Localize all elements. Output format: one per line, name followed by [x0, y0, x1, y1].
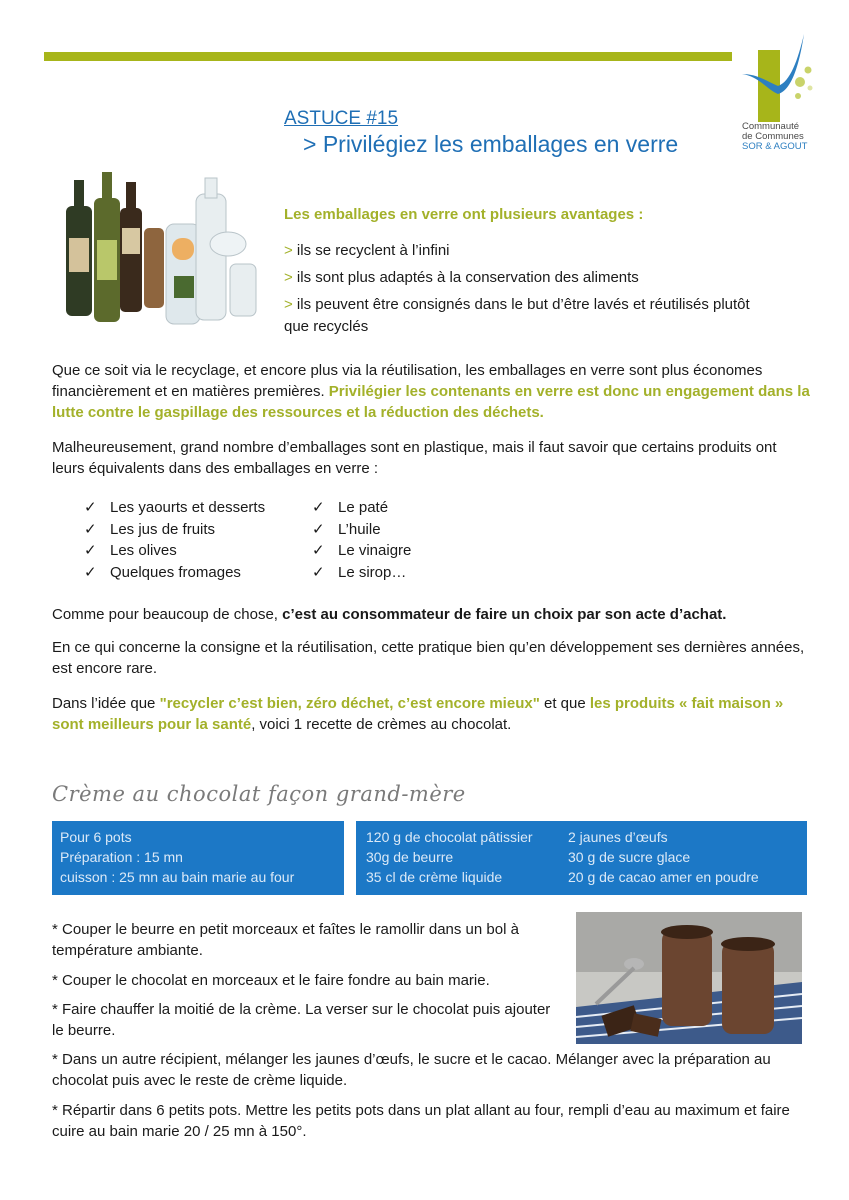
recipe-title: Crème au chocolat façon grand-mère: [52, 782, 466, 806]
check-icon: ✓: [84, 520, 97, 538]
logo-text: [742, 122, 807, 152]
recipe-ingredients-box: [356, 821, 807, 895]
chocolate-pots-icon: [576, 912, 802, 1044]
list-item-text: Les jus de fruits: [110, 520, 216, 538]
ingredients-column-2: [568, 827, 759, 887]
list-item: [84, 497, 265, 519]
paragraph-consumer: [52, 604, 812, 625]
recipe-cook-time: cuisson : 25 mn au bain marie au four: [60, 869, 295, 885]
community-logo: [738, 30, 818, 160]
paragraph-plastic: Malheureusement, grand nombre d’emballages sont en plastique, mais il faut savoir que certains produits ont leurs équivalents dans des emballages en verre :: [52, 439, 777, 477]
item-marker: >: [284, 296, 293, 313]
check-icon: ✓: [312, 542, 325, 559]
ingredient: 120 g de chocolat pâtissier: [366, 829, 533, 845]
list-item-text: Le vinaigre: [338, 542, 412, 559]
recipe-step-3: * Faire chauffer la moitié de la crème. La verser sur le chocolat puis ajouter le beurre.: [52, 1001, 551, 1039]
paragraph-recycling: [52, 360, 812, 423]
tip-number-title: ASTUCE #15: [284, 108, 399, 129]
list-item-text: Quelques fromages: [110, 563, 241, 581]
advantage-item-2: [284, 267, 639, 289]
advantage-item-1: [284, 240, 450, 262]
logo-emblem-icon: [738, 30, 818, 122]
ingredient: 20 g de cacao amer en poudre: [568, 869, 759, 885]
paragraph-highlight: Privilégier les contenants en verre est donc un engagement dans la lutte contre le gaspillage des ressources et la réduction des déchets.: [52, 383, 810, 421]
item-marker: >: [284, 242, 293, 259]
header-rule: [44, 52, 732, 61]
check-icon: ✓: [84, 542, 97, 559]
logo-line-2: de Communes: [742, 131, 804, 142]
item-marker: >: [284, 269, 293, 286]
glass-bottles-image: [60, 168, 270, 333]
paragraph-recipe-intro: [52, 693, 812, 735]
advantage-item-3: [284, 294, 750, 316]
paragraph-deposit: En ce qui concerne la consigne et la réutilisation, cette pratique bien qu’en développement ses dernières années, est encore rare.: [52, 639, 805, 677]
advantages-heading: Les emballages en verre ont plusieurs avantages :: [284, 206, 644, 223]
list-item: [84, 562, 265, 584]
paragraph-highlight: les produits « fait maison » sont meilleurs pour la santé: [52, 695, 784, 733]
paragraph-text: et que: [539, 695, 590, 712]
paragraph-text: Que ce soit via le recyclage, et encore plus via la réutilisation, les emballages en verre sont plus économes financièrement et en matières premières.: [52, 362, 763, 400]
paragraph-text: Comme pour beaucoup de chose,: [52, 606, 283, 623]
list-item-text: Le sirop…: [338, 563, 407, 581]
advantage-item-3-continued: que recyclés: [284, 318, 369, 335]
check-icon: ✓: [84, 563, 97, 581]
checklist-left: [84, 497, 265, 583]
recipe-step-2: * Couper le chocolat en morceaux et le faire fondre au bain marie.: [52, 972, 490, 989]
advantage-text: ils se recyclent à l’infini: [292, 242, 450, 259]
list-item-text: Les yaourts et desserts: [110, 499, 266, 516]
list-item: [84, 519, 265, 541]
paragraph-bold: c’est au consommateur de faire un choix par son acte d’achat.: [282, 606, 727, 623]
ingredient: 35 cl de crème liquide: [366, 869, 503, 885]
list-item: [312, 497, 411, 519]
paragraph-quote: "recycler c’est bien, zéro déchet, c’est encore mieux": [159, 695, 540, 712]
recipe-step-1: * Couper le beurre en petit morceaux et faîtes le ramollir dans un bol à température ambiante.: [52, 921, 519, 959]
ingredient: 30g de beurre: [366, 849, 454, 865]
logo-line-1: Communauté: [742, 121, 800, 132]
tip-title: > Privilégiez les emballages en verre: [303, 131, 679, 157]
paragraph-text: Dans l’idée que: [52, 695, 160, 712]
ingredients-column-1: [366, 827, 533, 887]
check-icon: ✓: [312, 520, 325, 538]
list-item: [312, 519, 411, 541]
recipe-servings: Pour 6 pots: [60, 829, 132, 845]
list-item-text: Les olives: [110, 542, 177, 559]
ingredient: 30 g de sucre glace: [568, 849, 691, 865]
check-icon: ✓: [312, 499, 325, 516]
list-item-text: L’huile: [338, 520, 381, 538]
chocolate-cream-image: [576, 912, 802, 1044]
list-item-text: Le paté: [338, 499, 389, 516]
list-item: [84, 540, 265, 562]
ingredient: 2 jaunes d’œufs: [568, 829, 668, 845]
check-icon: ✓: [312, 563, 325, 581]
recipe-step-5: * Répartir dans 6 petits pots. Mettre les petits pots dans un plat allant au four, rempli d’eau au maximum et faire cuire au bain marie 20 / 25 mn à 150°.: [52, 1102, 790, 1140]
advantage-text: ils peuvent être consignés dans le but d’être lavés et réutilisés plutôt: [292, 296, 750, 313]
recipe-prep-time: Préparation : 15 mn: [60, 849, 183, 865]
paragraph-text: , voici 1 recette de crèmes au chocolat.: [251, 716, 512, 733]
check-icon: ✓: [84, 499, 97, 516]
list-item: [312, 562, 411, 584]
list-item: [312, 540, 411, 562]
logo-line-3: SOR & AGOUT: [742, 141, 808, 152]
bottles-icon: [60, 168, 270, 333]
checklist-right: [312, 497, 411, 583]
recipe-step-4: * Dans un autre récipient, mélanger les jaunes d’œufs, le sucre et le cacao. Mélanger avec la préparation au chocolat puis avec le reste de crème liquide.: [52, 1051, 771, 1089]
recipe-info-box: [52, 821, 344, 895]
advantage-text: ils sont plus adaptés à la conservation des aliments: [292, 269, 639, 286]
